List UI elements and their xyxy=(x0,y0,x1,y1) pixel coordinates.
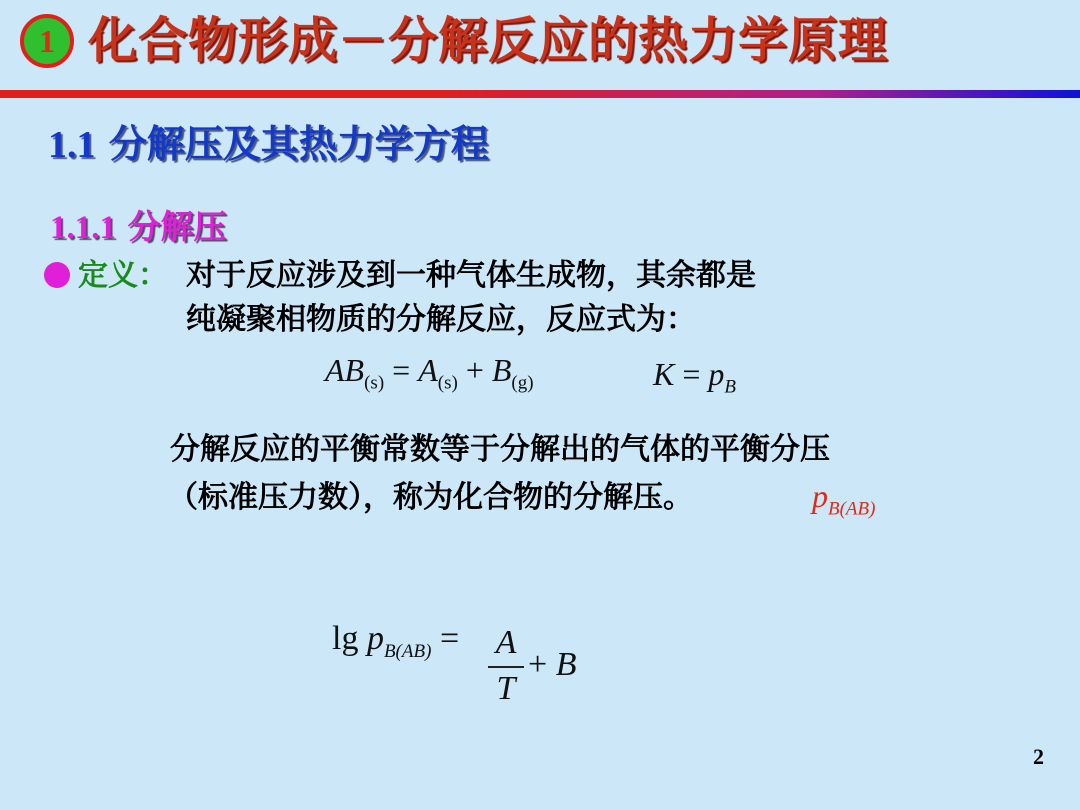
equilibrium-constant-equation xyxy=(653,356,736,398)
fraction-bar xyxy=(488,666,524,668)
badge-number: 1 xyxy=(39,23,55,59)
product-b: B xyxy=(491,352,512,388)
fraction-denominator: T xyxy=(496,670,516,707)
pressure-subscript: B xyxy=(724,376,736,398)
definition-label: 定义： xyxy=(78,258,168,293)
pressure-symbol: p xyxy=(366,620,384,657)
subsection-number: 1.1.1 xyxy=(50,210,116,246)
pressure-symbol: p xyxy=(708,356,725,392)
paragraph-line-2: （标准压力数），称为化合物的分解压。 xyxy=(168,480,693,515)
lg-equation-right xyxy=(528,646,576,684)
title-divider xyxy=(0,90,1080,98)
page-number: 2 xyxy=(1033,744,1044,769)
reaction-equation xyxy=(325,352,534,394)
constant-b: B xyxy=(555,646,577,683)
product-a-phase: (s) xyxy=(437,372,458,394)
pressure-symbol: p xyxy=(812,478,828,514)
plus-sign: + xyxy=(528,646,556,683)
definition-line-1: 对于反应涉及到一种气体生成物，其余都是 xyxy=(186,258,756,293)
reactant: AB xyxy=(325,352,365,388)
bullet-icon xyxy=(44,262,70,288)
plus-sign: + xyxy=(457,352,492,388)
product-b-phase: (g) xyxy=(511,372,534,394)
pressure-subscript: B(AB) xyxy=(383,640,432,662)
pressure-subscript: B(AB) xyxy=(828,498,876,520)
section-title: 分解压及其热力学方程 xyxy=(108,122,489,166)
fraction-numerator: A xyxy=(495,624,517,661)
equals-sign: = xyxy=(384,352,419,388)
lg-equation-left xyxy=(332,620,459,663)
slide-number-badge xyxy=(20,14,74,68)
reactant-phase: (s) xyxy=(364,372,385,394)
product-a: A xyxy=(418,352,438,388)
subsection-heading xyxy=(50,204,227,251)
subsection-title: 分解压 xyxy=(127,207,227,246)
slide-title: 化合物形成－分解反应的热力学原理 xyxy=(88,12,889,69)
lg-function: lg xyxy=(332,620,367,657)
k-symbol: K xyxy=(653,356,675,392)
decomposition-pressure-symbol xyxy=(812,478,875,520)
section-heading xyxy=(48,118,489,171)
section-number: 1.1 xyxy=(48,124,96,166)
definition-line-2: 纯凝聚相物质的分解反应，反应式为： xyxy=(186,302,696,337)
equals-sign: = xyxy=(431,620,460,657)
fraction xyxy=(488,624,524,708)
equals-sign: = xyxy=(674,356,709,392)
paragraph-line-1: 分解反应的平衡常数等于分解出的气体的平衡分压 xyxy=(170,432,830,467)
